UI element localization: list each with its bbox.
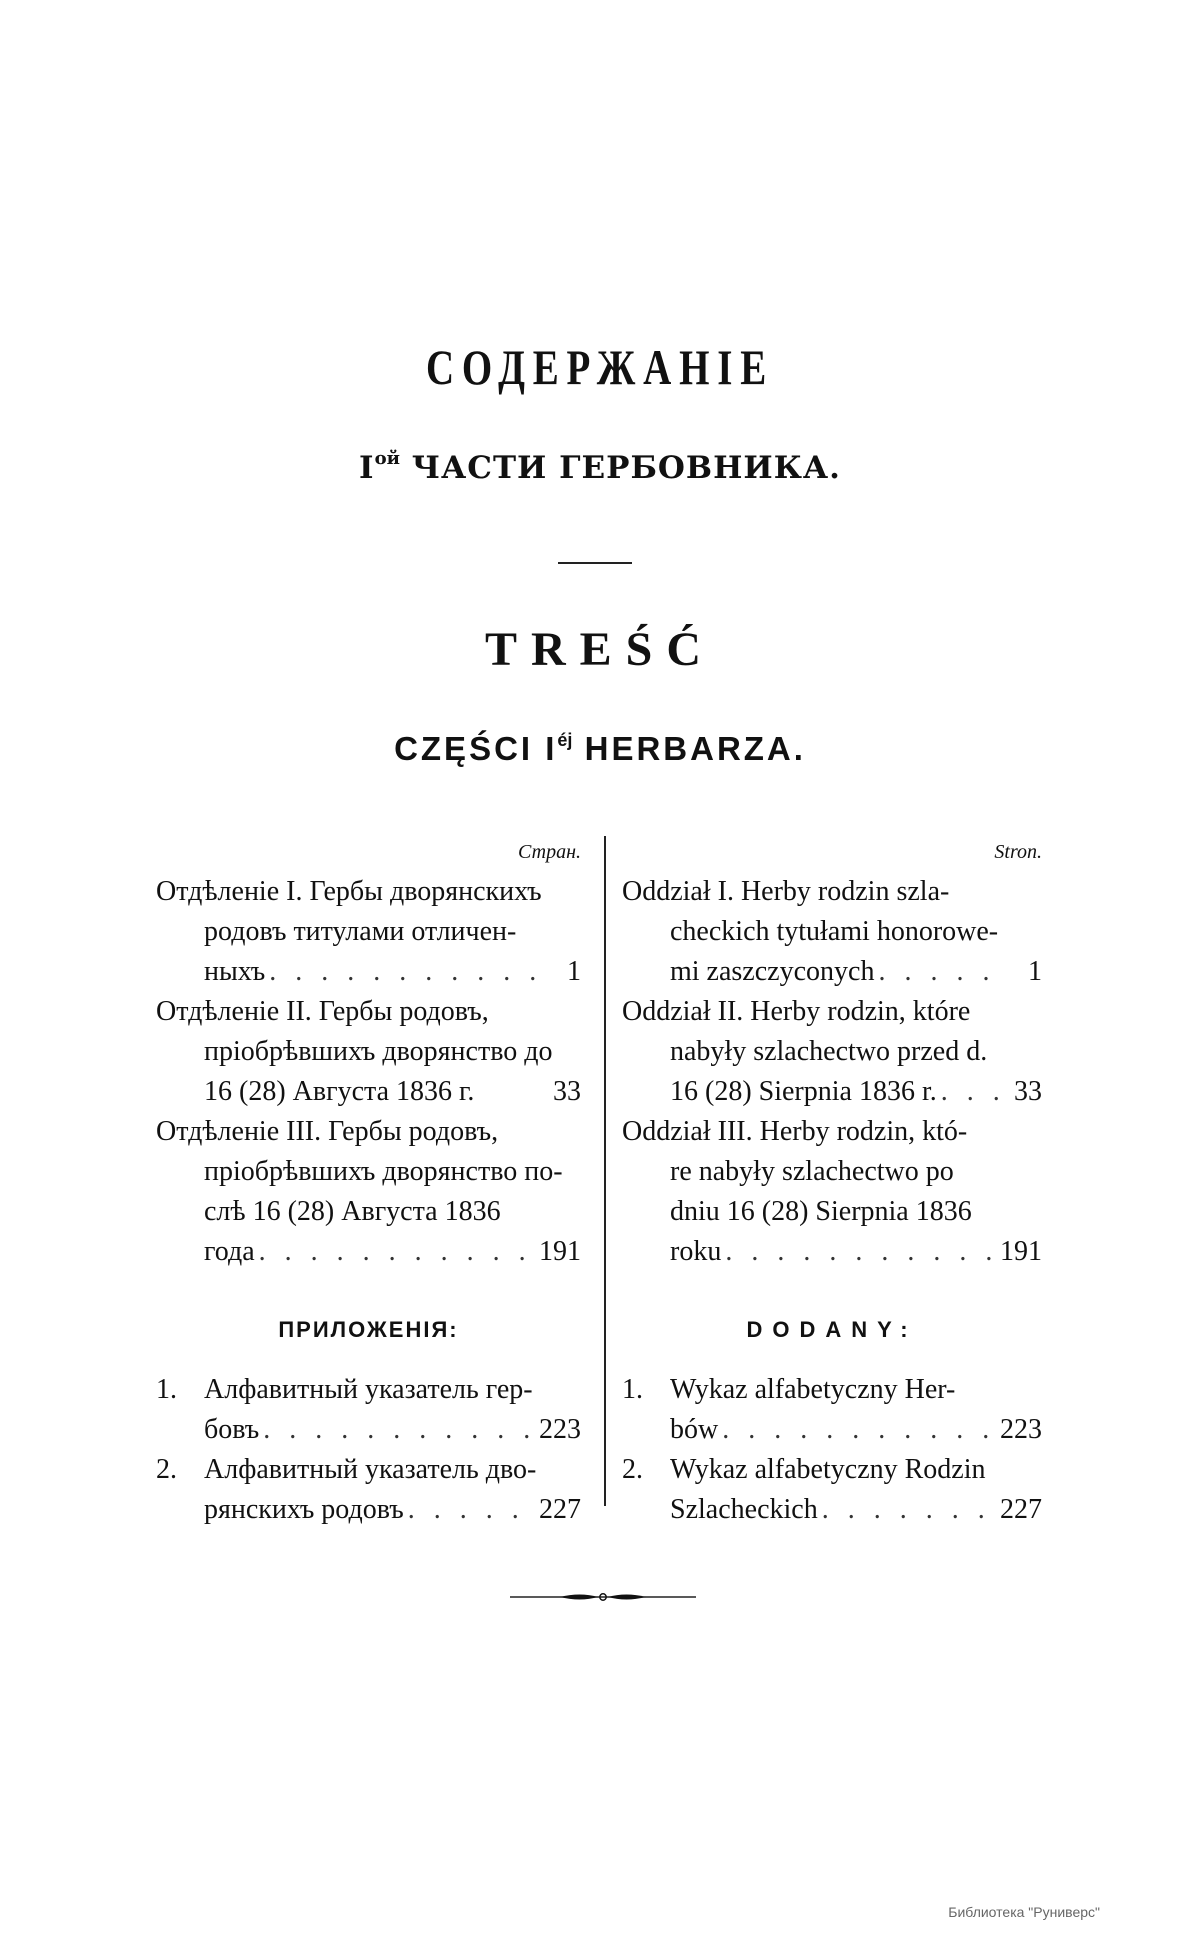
appendix-entry bbox=[156, 1370, 581, 1450]
page-column-header: Stron. bbox=[994, 841, 1042, 863]
toc-entry bbox=[156, 1112, 581, 1272]
toc-line: родовъ титулами отличен- bbox=[204, 916, 517, 947]
dot-leader bbox=[722, 1410, 996, 1450]
appendix-text: Алфавитный указатель дво- bbox=[204, 1454, 537, 1485]
page-number: 227 bbox=[539, 1494, 581, 1525]
toc-last-text: roku bbox=[670, 1236, 722, 1267]
toc-line: Отдѣленіе III. Гербы родовъ, bbox=[156, 1116, 499, 1147]
appendix-number: 2. bbox=[156, 1454, 177, 1485]
dot-leader bbox=[263, 1410, 535, 1450]
page-number: 223 bbox=[1000, 1414, 1042, 1445]
toc-line: пріобрѣвшихъ дворянство до bbox=[204, 1036, 553, 1067]
page-column-header: Стран. bbox=[518, 841, 581, 863]
dot-leader bbox=[941, 1072, 1002, 1112]
page-number: 1 bbox=[1028, 956, 1042, 987]
toc-last-text: 16 (28) Августа 1836 г. bbox=[204, 1076, 475, 1107]
subtitle-polish-superscript: éj bbox=[557, 730, 573, 750]
appendix-last-line bbox=[622, 1410, 1042, 1450]
appendix-number: 2. bbox=[622, 1454, 643, 1485]
toc-last-line bbox=[156, 952, 581, 992]
appendix-last-text: бовъ bbox=[204, 1414, 260, 1445]
toc-last-text: mi zaszczyconych bbox=[670, 956, 875, 987]
toc-last-text: 16 (28) Sierpnia 1836 r. bbox=[670, 1076, 937, 1107]
subtitle-russian-prefix: I bbox=[359, 450, 375, 486]
toc-line: Oddział I. Herby rodzin szla- bbox=[622, 876, 950, 907]
appendix-line bbox=[622, 1370, 1042, 1410]
appendix-entry bbox=[156, 1450, 581, 1530]
library-credit: Библиотека "Руниверс" bbox=[948, 1904, 1100, 1920]
toc-line: Oddział II. Herby rodzin, które bbox=[622, 996, 971, 1027]
subtitle-polish bbox=[0, 730, 1200, 768]
dot-leader bbox=[408, 1490, 535, 1530]
dot-leader bbox=[878, 952, 1002, 992]
page-number: 1 bbox=[567, 956, 581, 987]
appendix-last-line bbox=[156, 1490, 581, 1530]
appendix-last-line bbox=[622, 1490, 1042, 1530]
toc-entry bbox=[622, 1112, 1042, 1272]
toc-last-line bbox=[622, 1232, 1042, 1272]
dot-leader bbox=[269, 952, 541, 992]
appendix-line bbox=[622, 1450, 1042, 1490]
ornament-divider bbox=[510, 1592, 696, 1602]
appendix-entry bbox=[622, 1370, 1042, 1450]
toc-line: nabyły szlachectwo przed d. bbox=[670, 1036, 988, 1067]
toc-entry bbox=[156, 992, 581, 1112]
appendix-text: Алфавитный указатель гер- bbox=[204, 1374, 533, 1405]
appendix-number: 1. bbox=[622, 1374, 643, 1405]
toc-last-line bbox=[156, 1072, 581, 1112]
appendix-last-text: Szlacheckich bbox=[670, 1494, 818, 1525]
appendix-text: Wykaz alfabetyczny Rodzin bbox=[670, 1454, 986, 1485]
toc-last-text: ныхъ bbox=[204, 956, 266, 987]
appendix-number: 1. bbox=[156, 1374, 177, 1405]
toc-line: слѣ 16 (28) Августа 1836 bbox=[204, 1196, 501, 1227]
appendix-title: DODANY: bbox=[746, 1317, 918, 1342]
toc-line: dniu 16 (28) Sierpnia 1836 bbox=[670, 1196, 972, 1227]
short-divider bbox=[558, 562, 632, 564]
toc-line: Отдѣленіе I. Гербы дворянскихъ bbox=[156, 876, 542, 907]
toc-last-line bbox=[622, 952, 1042, 992]
column-divider bbox=[604, 836, 606, 1506]
toc-last-line bbox=[156, 1232, 581, 1272]
toc-line: Oddział III. Herby rodzin, któ- bbox=[622, 1116, 968, 1147]
toc-entry bbox=[622, 992, 1042, 1112]
appendix-last-text: рянскихъ родовъ bbox=[204, 1494, 404, 1525]
toc-entry bbox=[622, 872, 1042, 992]
appendix-line bbox=[156, 1450, 581, 1490]
toc-entry bbox=[156, 872, 581, 992]
toc-line: re nabyły szlachectwo po bbox=[670, 1156, 954, 1187]
appendix-line bbox=[156, 1370, 581, 1410]
subtitle-polish-prefix: CZĘŚCI I bbox=[394, 730, 558, 767]
toc-line: Отдѣленіе II. Гербы родовъ, bbox=[156, 996, 489, 1027]
subtitle-polish-rest: HERBARZA. bbox=[584, 730, 806, 767]
subtitle-russian-rest: ЧАСТИ ГЕРБОВНИКА. bbox=[411, 450, 841, 486]
appendix-title: ПРИЛОЖЕНІЯ: bbox=[278, 1317, 459, 1342]
page-number: 33 bbox=[553, 1076, 581, 1107]
page-number: 191 bbox=[539, 1236, 581, 1267]
page-number: 191 bbox=[1000, 1236, 1042, 1267]
appendix-text: Wykaz alfabetyczny Her- bbox=[670, 1374, 956, 1405]
toc-line: пріобрѣвшихъ дворянство по- bbox=[204, 1156, 563, 1187]
dot-leader bbox=[822, 1490, 996, 1530]
appendix-last-line bbox=[156, 1410, 581, 1450]
appendix-entry bbox=[622, 1450, 1042, 1530]
subtitle-russian-superscript: ой bbox=[374, 448, 400, 469]
title-polish: TREŚĆ bbox=[484, 623, 716, 676]
contents-column-russian bbox=[156, 832, 581, 1530]
appendix-last-text: bów bbox=[670, 1414, 719, 1445]
contents-column-polish bbox=[622, 832, 1042, 1530]
page-number: 223 bbox=[539, 1414, 581, 1445]
title-russian: СОДЕРЖАНІЕ bbox=[425, 339, 775, 395]
dot-leader bbox=[259, 1232, 535, 1272]
subtitle-russian bbox=[0, 448, 1200, 486]
dot-leader bbox=[725, 1232, 996, 1272]
page-number: 227 bbox=[1000, 1494, 1042, 1525]
toc-line: checkich tytułami honorowe- bbox=[670, 916, 999, 947]
toc-last-line bbox=[622, 1072, 1042, 1112]
page-number: 33 bbox=[1014, 1076, 1042, 1107]
toc-last-text: года bbox=[204, 1236, 255, 1267]
